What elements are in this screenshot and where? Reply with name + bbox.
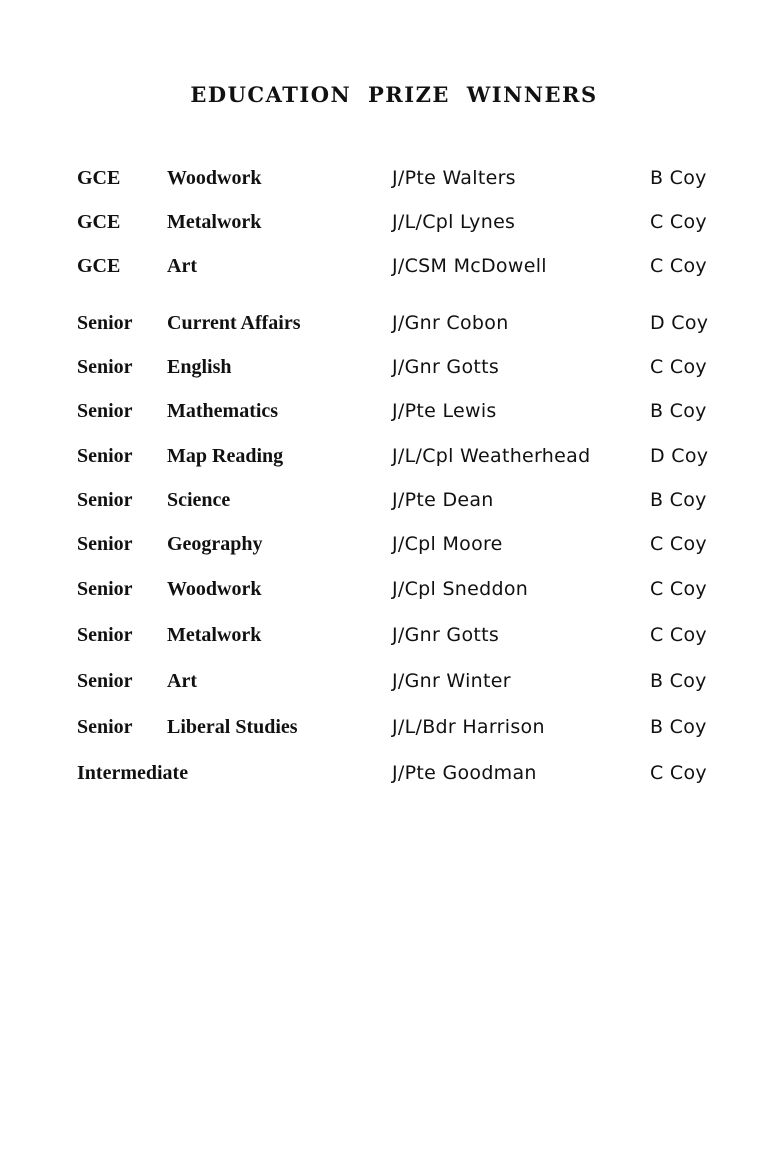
subject-cell: Woodwork xyxy=(167,578,262,600)
level-cell: Senior xyxy=(77,445,133,467)
subject-cell: Metalwork xyxy=(167,211,262,233)
company-cell: C Coy xyxy=(650,255,707,277)
subject-cell: Mathematics xyxy=(167,400,279,422)
level-cell: Senior xyxy=(77,312,133,334)
subject-cell: Woodwork xyxy=(167,167,262,189)
table-row xyxy=(0,211,780,241)
table-row xyxy=(0,533,780,563)
table-row xyxy=(0,489,780,519)
subject-cell: Geography xyxy=(167,533,263,555)
table-row xyxy=(0,578,780,608)
table-row xyxy=(0,400,780,430)
company-cell: D Coy xyxy=(650,445,709,467)
company-cell: C Coy xyxy=(650,762,707,784)
winner-cell: J/Pte Walters xyxy=(392,167,516,189)
winner-cell: J/Gnr Gotts xyxy=(392,624,500,646)
company-cell: B Coy xyxy=(650,167,707,189)
table-row xyxy=(0,255,780,285)
company-cell: D Coy xyxy=(650,312,709,334)
company-cell: B Coy xyxy=(650,716,707,738)
winner-cell: J/Gnr Cobon xyxy=(392,312,509,334)
company-cell: B Coy xyxy=(650,489,707,511)
level-cell: Senior xyxy=(77,624,133,646)
company-cell: C Coy xyxy=(650,533,707,555)
winner-cell: J/L/Bdr Harrison xyxy=(392,716,545,738)
table-row xyxy=(0,762,780,792)
company-cell: C Coy xyxy=(650,624,707,646)
table-row xyxy=(0,445,780,475)
level-cell: Senior xyxy=(77,716,133,738)
subject-cell: Map Reading xyxy=(167,445,284,467)
table-row xyxy=(0,167,780,197)
level-cell: Senior xyxy=(77,356,133,378)
company-cell: C Coy xyxy=(650,356,707,378)
subject-cell: Current Affairs xyxy=(167,312,301,334)
subject-cell: Art xyxy=(167,255,197,277)
company-cell: B Coy xyxy=(650,400,707,422)
subject-cell: Art xyxy=(167,670,197,692)
level-cell: GCE xyxy=(77,167,121,189)
winner-cell: J/L/Cpl Lynes xyxy=(392,211,516,233)
winner-cell: J/L/Cpl Weatherhead xyxy=(392,445,591,467)
level-cell: Senior xyxy=(77,533,133,555)
winner-cell: J/Pte Goodman xyxy=(392,762,537,784)
winner-cell: J/Pte Dean xyxy=(392,489,494,511)
table-row xyxy=(0,716,780,746)
winner-cell: J/Gnr Gotts xyxy=(392,356,500,378)
level-cell: Senior xyxy=(77,489,133,511)
table-row xyxy=(0,356,780,386)
winner-cell: J/Cpl Sneddon xyxy=(392,578,529,600)
table-row xyxy=(0,312,780,342)
level-cell: Senior xyxy=(77,670,133,692)
company-cell: B Coy xyxy=(650,670,707,692)
level-cell: GCE xyxy=(77,211,121,233)
subject-cell: Liberal Studies xyxy=(167,716,298,738)
winner-cell: J/Pte Lewis xyxy=(392,400,497,422)
table-row xyxy=(0,670,780,700)
winner-cell: J/CSM McDowell xyxy=(392,255,547,277)
winner-cell: J/Cpl Moore xyxy=(392,533,503,555)
page-title: EDUCATION PRIZE WINNERS xyxy=(190,82,598,107)
company-cell: C Coy xyxy=(650,211,707,233)
subject-cell: English xyxy=(167,356,232,378)
level-cell: Senior xyxy=(77,578,133,600)
level-cell: Intermediate xyxy=(77,762,189,784)
level-cell: GCE xyxy=(77,255,121,277)
table-row xyxy=(0,624,780,654)
subject-cell: Science xyxy=(167,489,231,511)
winner-cell: J/Gnr Winter xyxy=(392,670,511,692)
subject-cell: Metalwork xyxy=(167,624,262,646)
company-cell: C Coy xyxy=(650,578,707,600)
level-cell: Senior xyxy=(77,400,133,422)
